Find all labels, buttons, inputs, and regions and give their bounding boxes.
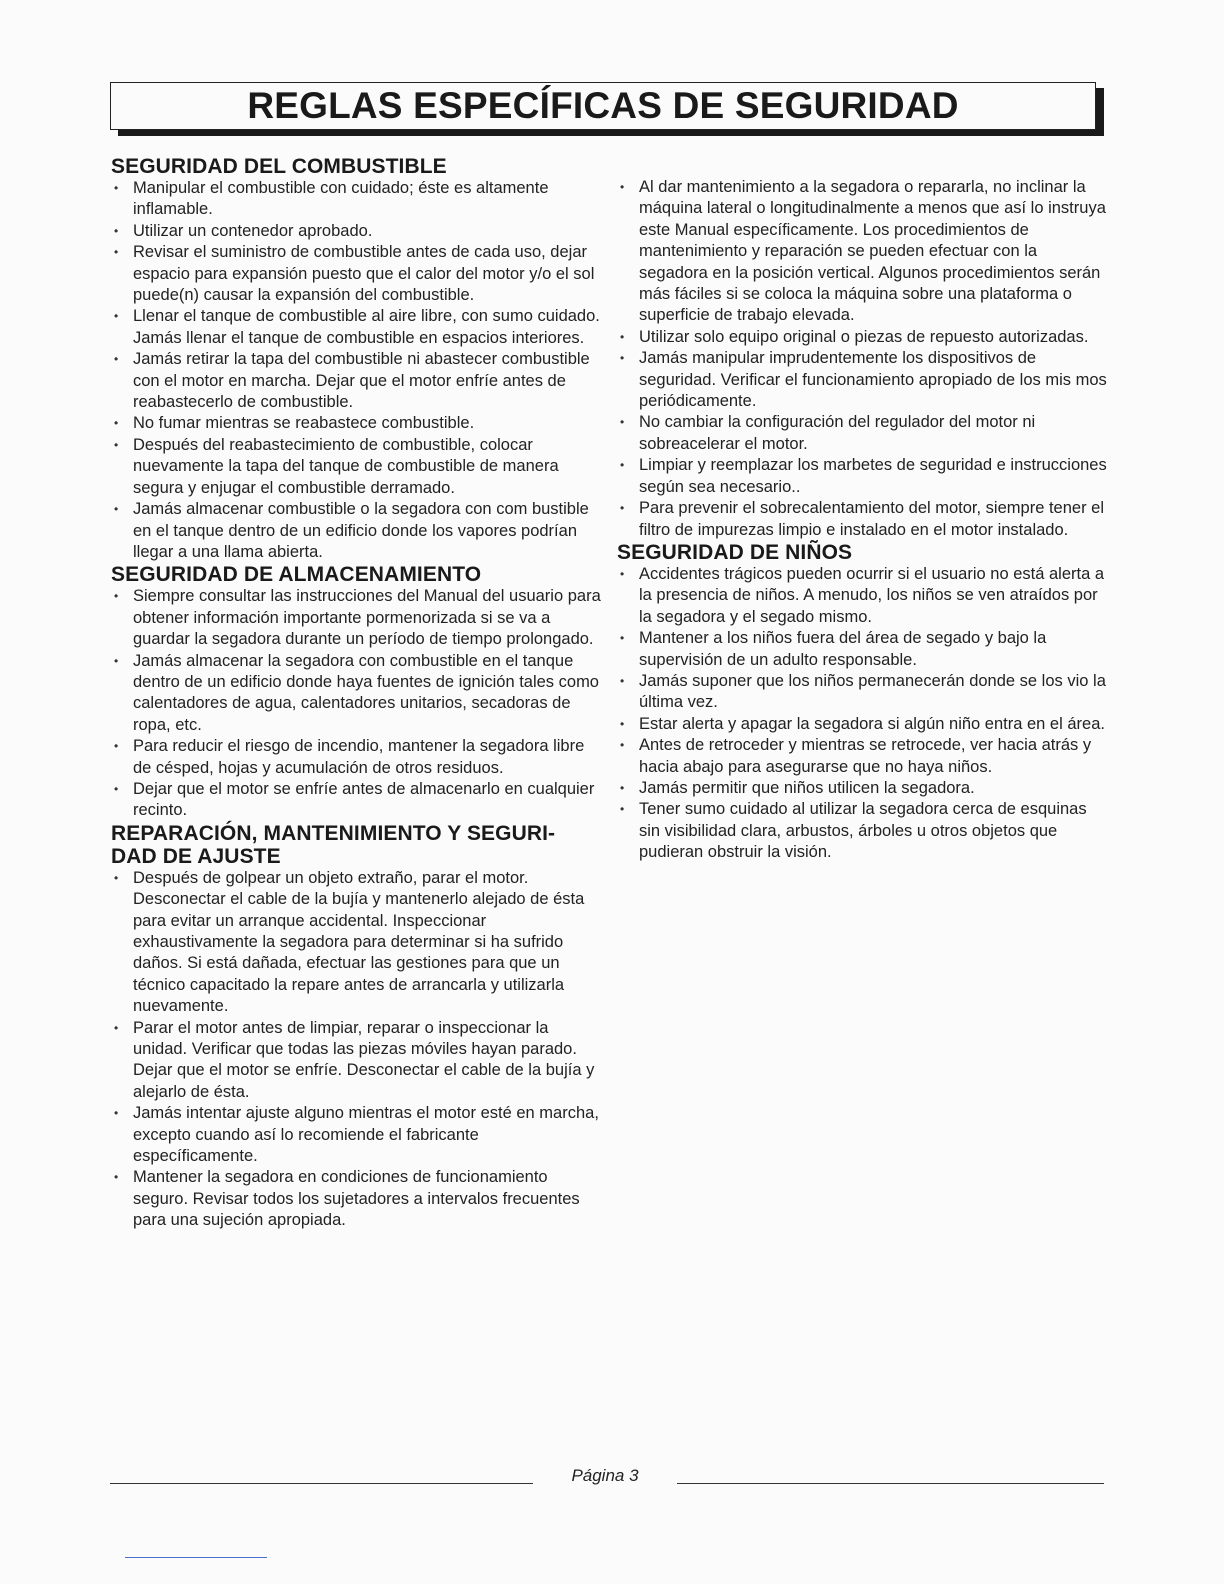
list-item: • Al dar mantenimiento a la segadora o repararla, no inclinar la máquina lateral o longitudinalmente a menos que así lo instruya este Manual específicamente. Los procedimientos de mantenimiento y reparación se pueden efectuar con la segadora en la posición vertical. Algunos procedimientos serán más fáciles si se coloca la máquina sobre una plataforma o superficie de trabajo elevada.: [617, 177, 1107, 327]
list-item: • Dejar que el motor se enfríe antes de almacenarlo en cualquier recinto.: [111, 779, 601, 822]
list-item: • Mantener a los niños fuera del área de segado y bajo la supervisión de un adulto responsable.: [617, 628, 1107, 671]
section-heading-storage: SEGURIDAD DE ALMACENAMIENTO: [111, 563, 482, 587]
list-item: • Jamás almacenar la segadora con combustible en el tanque dentro de un edificio donde haya fuentes de ignición tales como calentadores de agua, calentadores unitarios, secadoras de ropa, etc.: [111, 651, 601, 737]
list-item: • Jamás almacenar combustible o la segadora con com bustible en el tanque dentro de un edificio donde los vapores podrían llegar a una llama abierta.: [111, 499, 601, 563]
page-footer: [110, 1466, 1104, 1490]
list-item: • Jamás suponer que los niños permanecerán donde se los vio la última vez.: [617, 671, 1107, 714]
children-safety-list: [617, 564, 1107, 864]
left-column: [111, 155, 601, 1232]
list-item: • Jamás intentar ajuste alguno mientras el motor esté en marcha, excepto cuando así lo recomiende el fabricante específicamente.: [111, 1103, 601, 1167]
list-item: • Limpiar y reemplazar los marbetes de seguridad e instrucciones según sea necesario..: [617, 455, 1107, 498]
list-item: • Utilizar un contenedor aprobado.: [111, 221, 601, 242]
list-item: • Antes de retroceder y mientras se retrocede, ver hacia atrás y hacia abajo para asegurarse que no haya niños.: [617, 735, 1107, 778]
footer-rule-left: [110, 1483, 533, 1484]
list-item: • Después del reabastecimiento de combustible, colocar nuevamente la tapa del tanque de combustible de manera segura y enjugar el combustible derramado.: [111, 435, 601, 499]
list-item: • Jamás manipular imprudentemente los dispositivos de seguridad. Verificar el funcionamiento apropiado de los mis mos periódicamente.: [617, 348, 1107, 412]
list-item: • Revisar el suministro de combustible antes de cada uso, dejar espacio para expansión puesto que el calor del motor y/o el sol puede(n) causar la expansión del combustible.: [111, 242, 601, 306]
section-heading-repair: REPARACIÓN, MANTENIMIENTO Y SEGURI-DAD DE AJUSTE: [111, 821, 556, 868]
list-item: • Accidentes trágicos pueden ocurrir si el usuario no está alerta a la presencia de niños. A menudo, los niños se ven atraídos por la segadora y el segado mismo.: [617, 564, 1107, 628]
page-title-box: [110, 82, 1096, 130]
list-item: • Para reducir el riesgo de incendio, mantener la segadora libre de césped, hojas y acumulación de otros residuos.: [111, 736, 601, 779]
list-item: • Para prevenir el sobrecalentamiento del motor, siempre tener el filtro de impurezas limpio e instalado en el motor instalado.: [617, 498, 1107, 541]
scan-artifact-line: [125, 1557, 267, 1558]
list-item: • Siempre consultar las instrucciones del Manual del usuario para obtener información importante pormenorizada si se va a guardar la segadora durante un período de tiempo prolongado.: [111, 586, 601, 650]
section-heading-children: SEGURIDAD DE NIÑOS: [617, 540, 853, 564]
list-item: • Parar el motor antes de limpiar, reparar o inspeccionar la unidad. Verificar que todas las piezas móviles hayan parado. Dejar que el motor se enfríe. Desconectar el cable de la bujía y alejarlo de ésta.: [111, 1018, 601, 1104]
list-item: • Mantener la segadora en condiciones de funcionamiento seguro. Revisar todos los sujetadores a intervalos frecuentes para una sujeción apropiada.: [111, 1167, 601, 1231]
list-item: • Utilizar solo equipo original o piezas de repuesto autorizadas.: [617, 327, 1107, 348]
list-item: • No cambiar la configuración del regulador del motor ni sobreacelerar el motor.: [617, 412, 1107, 455]
repair-safety-list: [111, 868, 601, 1232]
footer-rule-right: [677, 1483, 1104, 1484]
fuel-safety-list: [111, 178, 601, 563]
repair-safety-list-continued: [617, 177, 1107, 541]
list-item: • No fumar mientras se reabastece combustible.: [111, 413, 601, 434]
page-title: REGLAS ESPECÍFICAS DE SEGURIDAD: [247, 85, 959, 126]
list-item: • Jamás permitir que niños utilicen la segadora.: [617, 778, 1107, 799]
list-item: • Jamás retirar la tapa del combustible ni abastecer combustible con el motor en marcha. Dejar que el motor enfríe antes de reabastecerlo de combustible.: [111, 349, 601, 413]
list-item: • Manipular el combustible con cuidado; éste es altamente inflamable.: [111, 178, 601, 221]
right-column: [617, 177, 1107, 864]
page-number: Página 3: [571, 1466, 639, 1485]
list-item: • Llenar el tanque de combustible al aire libre, con sumo cuidado. Jamás llenar el tanque de combustible en espacios interiores.: [111, 306, 601, 349]
list-item: • Después de golpear un objeto extraño, parar el motor. Desconectar el cable de la bujía y mantenerlo alejado de ésta para evitar un arranque accidental. Inspeccionar exhaustivamente la segadora para determinar si ha sufrido daños. Si está dañada, efectuar las gestiones para que un técnico capacitado la repare antes de arrancarla y utilizarla nuevamente.: [111, 868, 601, 1018]
storage-safety-list: [111, 586, 601, 821]
list-item: • Tener sumo cuidado al utilizar la segadora cerca de esquinas sin visibilidad clara, arbustos, árboles u otros objetos que pudieran obstruir la visión.: [617, 799, 1107, 863]
list-item: • Estar alerta y apagar la segadora si algún niño entra en el área.: [617, 714, 1107, 735]
section-heading-fuel: SEGURIDAD DEL COMBUSTIBLE: [111, 155, 447, 178]
